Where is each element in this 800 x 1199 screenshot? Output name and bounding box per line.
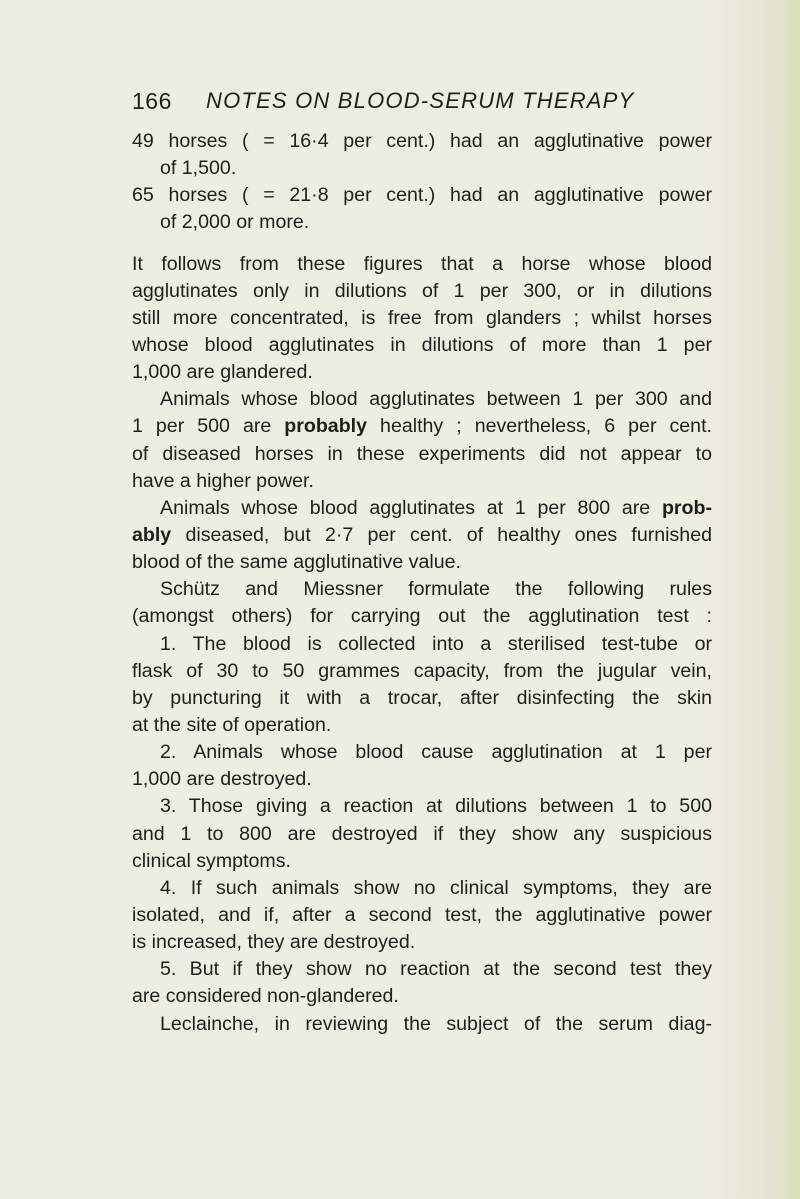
- text-line: of diseased horses in these experiments did not appear to: [132, 442, 712, 465]
- text-line: whose blood agglutinates in dilutions of more than 1 per: [132, 333, 712, 356]
- text-line: at the site of operation.: [132, 713, 332, 736]
- text-line: It follows from these figures that a horse whose blood: [132, 252, 712, 275]
- text-segment: healthy ; nevertheless, 6 per cent.: [380, 415, 712, 438]
- rule-4-line: 4. If such animals show no clinical symptoms, they are: [160, 876, 712, 899]
- text-segment: diseased, but 2·7 per cent. of healthy ones furnished: [185, 523, 712, 546]
- rule-1-line: 1. The blood is collected into a sterilised test-tube or: [160, 632, 712, 655]
- text-line: is increased, they are destroyed.: [132, 931, 416, 954]
- text-line: isolated, and if, after a second test, the agglutinative power: [132, 903, 712, 926]
- page-edge-shading: [780, 0, 800, 1199]
- emphasis-prob: prob-: [661, 496, 712, 519]
- text-line: Leclainche, in reviewing the subject of the serum diag-: [160, 1012, 712, 1035]
- text-line: 1,000 are glandered.: [132, 361, 313, 384]
- text-line: and 1 to 800 are destroyed if they show any suspicious: [132, 822, 712, 845]
- text-line: still more concentrated, is free from glanders ; whilst horses: [132, 306, 712, 329]
- text-line: [132, 522, 712, 549]
- text-line: of 1,500.: [160, 157, 237, 180]
- running-head: [132, 88, 732, 118]
- text-line: 49 horses ( = 16·4 per cent.) had an agglutinative power: [132, 130, 712, 152]
- text-line: [132, 413, 712, 440]
- text-line: of 2,000 or more.: [160, 211, 310, 234]
- rule-3-line: 3. Those giving a reaction at dilutions between 1 to 500: [160, 795, 712, 818]
- text-line: have a higher power.: [132, 469, 314, 492]
- running-head-title: NOTES ON BLOOD-SERUM THERAPY: [206, 88, 635, 113]
- text-line: (amongst others) for carrying out the agglutination test :: [132, 605, 712, 628]
- text-line: 65 horses ( = 21·8 per cent.) had an agglutinative power: [132, 184, 712, 207]
- text-line: blood of the same agglutinative value.: [132, 551, 461, 574]
- emphasis-probably: probably: [284, 415, 368, 438]
- body-text: [132, 128, 712, 1038]
- rule-5-line: 5. But if they show no reaction at the second test they: [160, 958, 712, 981]
- paragraph-gap: [132, 237, 712, 251]
- text-line: Animals whose blood agglutinates between 1 per 300 and: [160, 388, 712, 411]
- text-line: agglutinates only in dilutions of 1 per 300, or in dilutions: [132, 279, 712, 302]
- text-line: 1,000 are destroyed.: [132, 768, 312, 791]
- text-line: are considered non-glandered.: [132, 985, 399, 1008]
- text-line: by puncturing it with a trocar, after disinfecting the skin: [132, 686, 712, 709]
- text-line: [132, 495, 712, 522]
- text-line: flask of 30 to 50 grammes capacity, from the jugular vein,: [132, 659, 712, 682]
- text-line: Schütz and Miessner formulate the following rules: [160, 578, 712, 601]
- page-number: 166: [132, 88, 172, 114]
- text-line: clinical symptoms.: [132, 849, 291, 872]
- emphasis-ably: ably: [132, 523, 172, 546]
- text-segment: 1 per 500 are: [132, 415, 272, 438]
- text-segment: Animals whose blood agglutinates at 1 per 800 are: [160, 496, 651, 519]
- rule-2-line: 2. Animals whose blood cause agglutination at 1 per: [160, 741, 712, 764]
